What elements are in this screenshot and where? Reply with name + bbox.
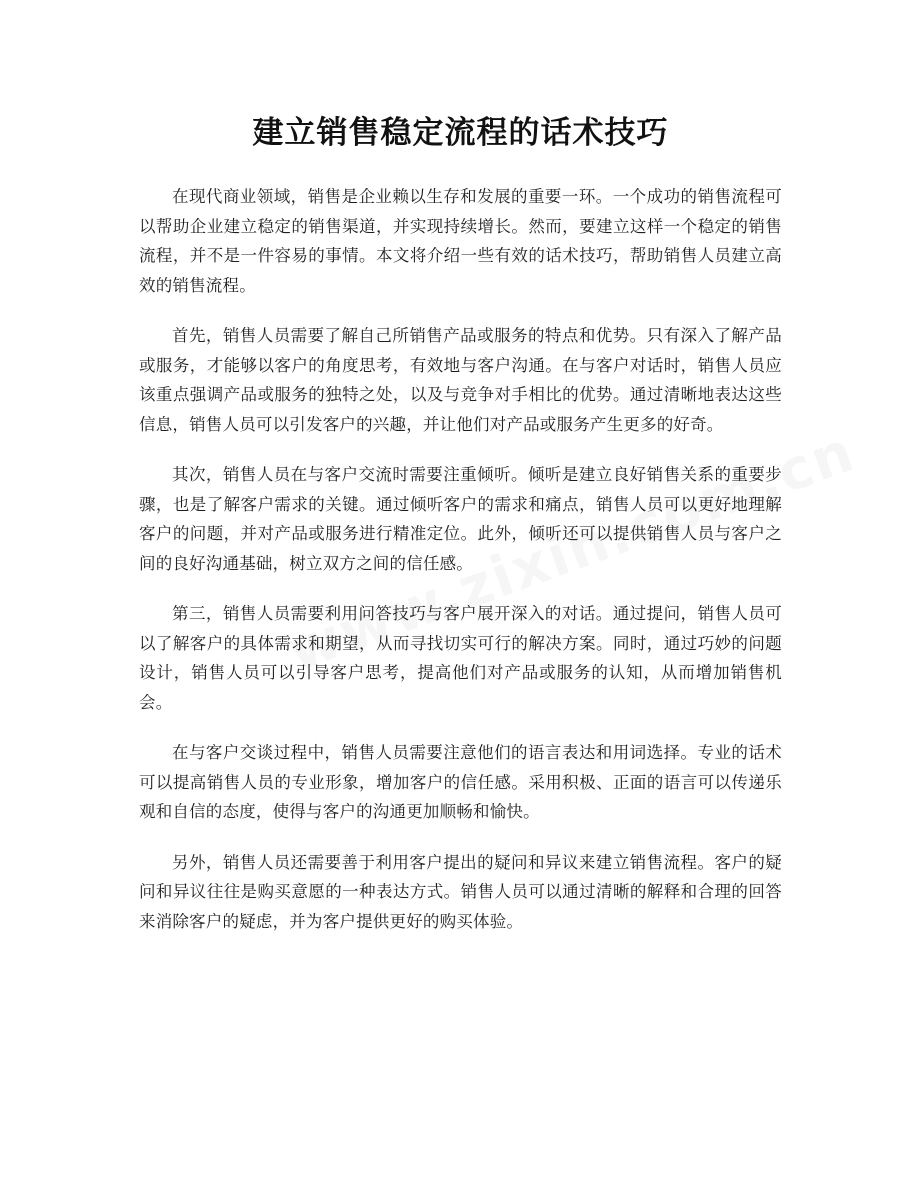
paragraph-4: 第三，销售人员需要利用问答技巧与客户展开深入的对话。通过提问，销售人员可以了解客户的具体需求和期望，从而寻找切实可行的解决方案。同时，通过巧妙的问题设计，销售人员可以引导客户思考，提高他们对产品或服务的认知，从而增加销售机会。 (139, 604, 782, 712)
paragraph-2: 首先，销售人员需要了解自己所销售产品或服务的特点和优势。只有深入了解产品或服务，才能够以客户的角度思考，有效地与客户沟通。在与客户对话时，销售人员应该重点强调产品或服务的独特之处，以及与竞争对手相比的优势。通过清晰地表达这些信息，销售人员可以引发客户的兴趣，并让他们对产品或服务产生更多的好奇。 (139, 326, 782, 434)
paragraph-3: 其次，销售人员在与客户交流时需要注重倾听。倾听是建立良好销售关系的重要步骤，也是了解客户需求的关键。通过倾听客户的需求和痛点，销售人员可以更好地理解客户的问题，并对产品或服务进行精准定位。此外，倾听还可以提供销售人员与客户之间的良好沟通基础，树立双方之间的信任感。 (139, 465, 782, 573)
document-body (139, 182, 782, 936)
document-title: 建立销售稳定流程的话术技巧 (252, 115, 669, 151)
paragraph-6: 另外，销售人员还需要善于利用客户提出的疑问和异议来建立销售流程。客户的疑问和异议往往是购买意愿的一种表达方式。销售人员可以通过清晰的解释和合理的回答来消除客户的疑虑，并为客户提供更好的购买体验。 (139, 852, 782, 931)
paragraph-1: 在现代商业领域，销售是企业赖以生存和发展的重要一环。一个成功的销售流程可以帮助企业建立稳定的销售渠道，并实现持续增长。然而，要建立这样一个稳定的销售流程，并不是一件容易的事情。本文将介绍一些有效的话术技巧，帮助销售人员建立高效的销售流程。 (139, 187, 782, 295)
paragraph-5: 在与客户交谈过程中，销售人员需要注意他们的语言表达和用词选择。专业的话术可以提高销售人员的专业形象，增加客户的信任感。采用积极、正面的语言可以传递乐观和自信的态度，使得与客户的沟通更加顺畅和愉快。 (139, 743, 782, 821)
